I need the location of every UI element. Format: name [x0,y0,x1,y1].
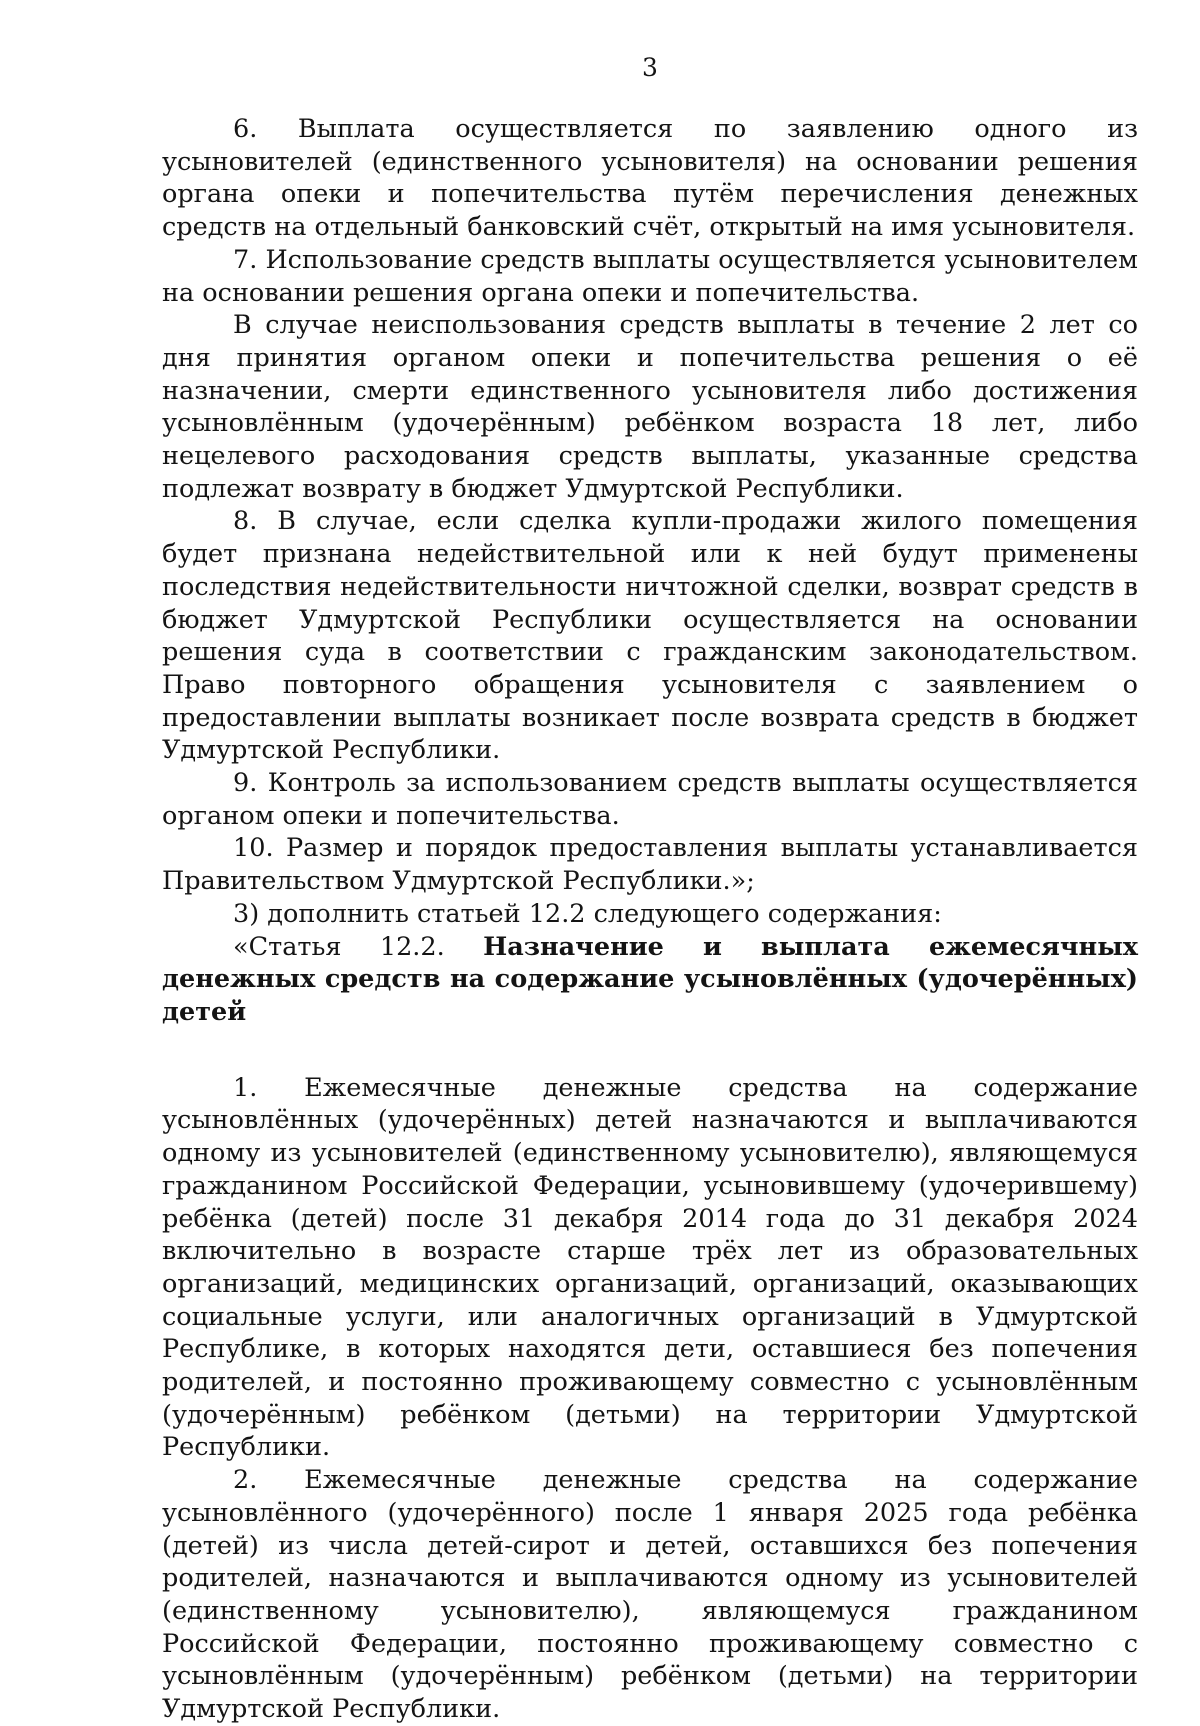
document-body [162,113,1138,1726]
article-paragraph-1: 1. Ежемесячные денежные средства на содержание усыновлённых (удочерённых) детей назначаются и выплачиваются одному из усыновителей (единственному усыновителю), являющемуся гражданином Российской Федерации, усыновившему (удочерившему) ребёнка (детей) после 31 декабря 2014 года до 31 декабря 2024 включительно в возрасте старше трёх лет из образовательных организаций, медицинских организаций, организаций, оказывающих социальные услуги, или аналогичных организаций в Удмуртской Республике, в которых находятся дети, оставшиеся без попечения родителей, и постоянно проживающему совместно с усыновлённым (удочерённым) ребёнком (детьми) на территории Удмуртской Республики. [162,1072,1138,1463]
article-paragraph-2: 2. Ежемесячные денежные средства на содержание усыновлённого (удочерённого) после 1 января 2025 года ребёнка (детей) из числа детей-сирот и детей, оставшихся без попечения родителей, назначаются и выплачиваются одному из усыновителей (единственному усыновителю), являющемуся гражданином Российской Федерации, постоянно проживающему совместно с усыновлённым (удочерённым) ребёнком (детьми) на территории Удмуртской Республики. [162,1465,1138,1725]
page-number: 3 [642,53,658,82]
paragraph-10: 10. Размер и порядок предоставления выплаты устанавливается Правительством Удмуртской Республики.»; [162,833,1138,897]
article-prefix: «Статья 12.2. [233,931,484,962]
paragraph-9: 9. Контроль за использованием средств выплаты осуществляется органом опеки и попечительства. [162,768,1138,831]
paragraph-7-refund: В случае неиспользования средств выплаты в течение 2 лет со дня принятия органом опеки и попечительства решения о её назначении, смерти единственного усыновителя либо достижения усыновлённым (удочерённым) ребёнком возраста 18 лет, либо нецелевого расходования средств выплаты, указанные средства подлежат возврату в бюджет Удмуртской Республики. [162,310,1138,504]
article-heading [162,931,1138,1029]
section-gap [162,1029,1138,1072]
paragraph-8: 8. В случае, если сделка купли-продажи жилого помещения будет признана недействительной или к ней будут применены последствия недействительности ничтожной сделки, возврат средств в бюджет Удмуртской Республики осуществляется на основании решения суда в соответствии с гражданским законодательством. Право повторного обращения усыновителя с заявлением о предоставлении выплаты возникает после возврата средств в бюджет Удмуртской Республики. [162,506,1138,766]
paragraph-6: 6. Выплата осуществляется по заявлению одного из усыновителей (единственного усыновителя) на основании решения органа опеки и попечительства путём перечисления денежных средств на отдельный банковский счёт, открытый на имя усыновителя. [162,114,1138,243]
amendment-3: 3) дополнить статьей 12.2 следующего содержания: [233,898,942,929]
article-title: Назначение и выплата ежемесячных денежных средств на содержание усыновлённых (удочерённых) детей [162,931,1138,1027]
paragraph-7: 7. Использование средств выплаты осуществляется усыновителем на основании решения органа опеки и попечительства. [162,244,1138,308]
